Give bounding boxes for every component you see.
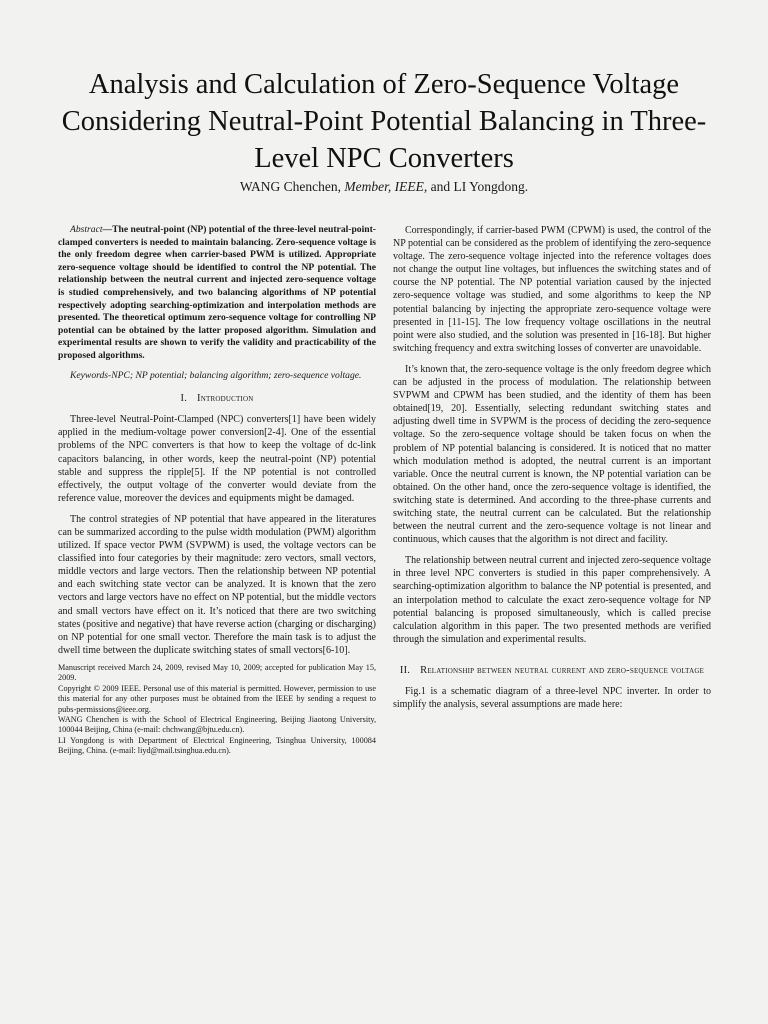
paragraph: Three-level Neutral-Point-Clamped (NPC) converters[1] have been widely applied in the medium-voltage power conversion[2-4]. One of the essential problems of the NPC converters is that how to keep the voltage of dc-link capacitors balancing, in other words, keep the neutral-point (NP) potential stable and suppress the ripple[5]. If the NP potential is not controlled effectively, the output voltage of the converter would deviate from the reference value, moreover the devices and equipments might be damaged.: [58, 414, 376, 504]
paragraph: The relationship between neutral current and injected zero-sequence voltage in three level NPC converters is studied in this paper comprehensively. A searching-optimization algorithm to balance the NP potential is presented, and an interpolation method to calculate the exact zero-sequence voltage for NP potential balancing is proposed simultaneously, which is called precise calculation algorithm in this paper. The two presented methods are verified through the simulation and experimental results.: [393, 555, 711, 645]
section-heading-relationship: [393, 664, 711, 677]
left-column: [58, 224, 376, 757]
paragraph: It’s known that, the zero-sequence voltage is the only freedom degree which can be adjusted in the process of modulation. The relationship between SVPWM and CPWM has been studied, and the identity of them has been obtained[19, 20]. Essentially, selecting redundant switching states and adjusting dwell time in SVPWM is the process of deciding the zero-sequence voltage. So the zero-sequence voltage should be taken focus on when the problem of NP potential balancing is considered. It is noticed that no matter which modulation method is adopted, the neutral current is an important variable. Once the neutral current is known, the NP potential variation can be obtained. On the other hand, once the zero-sequence voltage is identified, the switching state is determined. And according to the three-phase currents and switching state, the neutral current can be calculated. But the relationship between the neutral current and the zero-sequence voltage is not linear and continuous, which causes that the algorithm is not direct and facility.: [393, 363, 711, 546]
author-line: [30, 179, 738, 195]
right-column: [393, 224, 711, 711]
footnote: LI Yongdong is with Department of Electrical Engineering, Tsinghua University, 100084 Beijing, China. (e-mail: liyd@mail.tsinghua.edu.cn).: [58, 735, 376, 756]
section-heading-introduction: [58, 392, 376, 405]
author-names: WANG Chenchen,: [239, 179, 345, 194]
author-membership: Member, IEEE,: [344, 179, 428, 194]
paragraph: Correspondingly, if carrier-based PWM (CPWM) is used, the control of the NP potential can be considered as the problem of identifying the zero-sequence voltage. The zero-sequence voltage injected into the reference voltages does not change the output line voltages, but influences the switching states and of course the NP potential. The NP potential variation caused by the injected zero-sequence voltage was studied, and some algorithms to keep the NP potential balancing by injecting the appropriate zero-sequence voltage were presented in [11-15]. The low frequency voltage oscillations in the neutral point were also studied, and the solution was presented in [16-18]. But higher switching frequency and extra switching losses of converter are unavoidable.: [393, 225, 711, 354]
abstract: [58, 224, 376, 363]
abstract-body: The neutral-point (NP) potential of the three-level neutral-point-clamped converters is needed to maintain balancing. Zero-sequence voltage is the only freedom degree when carrier-based PWM is utilized. Appropriate zero-sequence voltage should be identified to control the NP potential. The relationship between the neutral current and injected zero-sequence voltage is studied comprehensively, and two balancing algorithms of NP potential respectively adopting searching-optimization and interpolation methods are presented. The theoretical optimum zero-sequence voltage for controlling NP potential can be obtained by the latter proposed algorithm. Simulation and experimental results are shown to verify the validity and practicability of the proposed algorithms.: [58, 224, 376, 361]
footnotes: [58, 663, 376, 757]
keywords: Keywords-NPC; NP potential; balancing algorithm; zero-sequence voltage.: [70, 369, 362, 381]
paragraph: The control strategies of NP potential that have appeared in the literatures can be summarized according to the pulse width modulation (PWM) algorithm utilized. If space vector PWM (SVPWM) is used, the voltage vectors can be classified into four categories by their magnitude: zero vectors, small vectors, middle vectors and large vectors. Then the relationship between NP potential and each switching state vector can be analyzed. It is known that the zero vectors and large vectors have no effect on NP potential, but the middle vectors and small vectors have effect on it. It’s noticed that there are two switching states (positive and negative) that have reverse action (charging or discharging) on NP potential for one small vector. Therefore the main task is to adjust the dwell time between the duplicate switching states of small vectors[6-10].: [58, 513, 376, 656]
author-names-2: and LI Yongdong.: [427, 179, 529, 194]
abstract-lead: Abstract: [70, 224, 103, 235]
section-number: II.: [399, 664, 411, 676]
section-title: Introduction: [197, 393, 254, 405]
section-number: I.: [180, 393, 188, 405]
footnote: Copyright © 2009 IEEE. Personal use of this material is permitted. However, permission to use this material for any other purposes must be obtained from the IEEE by sending a request to pubs-permissions@ieee.org.: [58, 683, 376, 714]
paper-title: Analysis and Calculation of Zero-Sequence Voltage Considering Neutral-Point Potential Balancing in Three-Level NPC Converters: [61, 69, 707, 174]
abstract-dash: —: [102, 224, 113, 235]
section-title: Relationship between neutral current and zero-sequence voltage: [420, 664, 705, 676]
footnote: WANG Chenchen is with the School of Electrical Engineering, Beijing Jiaotong University, 100044 Beijing, China (e-mail: chchwang@bjtu.edu.cn).: [58, 714, 376, 735]
paragraph: Fig.1 is a schematic diagram of a three-level NPC inverter. In order to simplify the analysis, several assumptions are made here:: [393, 686, 711, 711]
footnote: Manuscript received March 24, 2009, revised May 10, 2009; accepted for publication May 15, 2009.: [58, 662, 376, 683]
